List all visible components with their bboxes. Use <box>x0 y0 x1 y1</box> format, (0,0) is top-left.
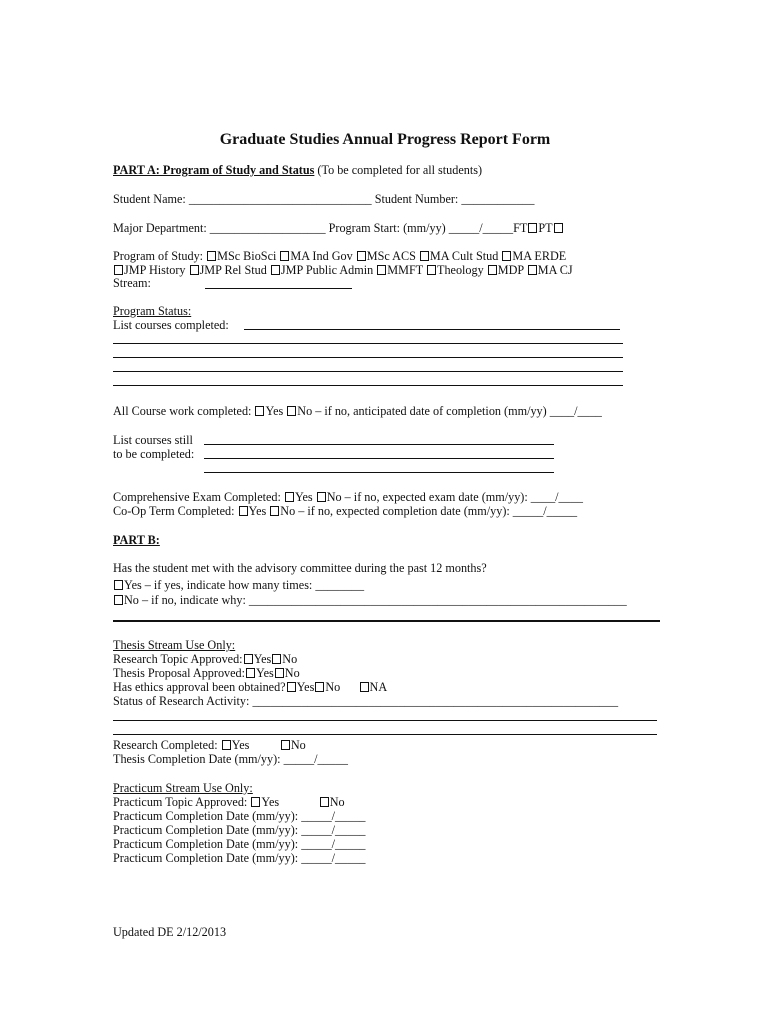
status-activity-line[interactable] <box>113 734 657 735</box>
list-courses-completed-label: List courses completed: <box>113 318 229 332</box>
courses-completed-line[interactable] <box>113 343 623 344</box>
research-no-checkbox[interactable] <box>281 740 290 750</box>
yes-times-label: Yes – if yes, indicate how many times: ________ <box>124 578 365 592</box>
no-anticipated-label: No – if no, anticipated date of completion (mm/yy) ____/____ <box>297 404 602 418</box>
student-name-line <box>113 192 534 206</box>
thesis-proposal-line <box>113 666 300 680</box>
course-work-no-checkbox[interactable] <box>287 406 296 416</box>
practicum-topic-line <box>113 795 345 809</box>
courses-remaining-line[interactable] <box>204 444 554 445</box>
status-activity-field[interactable]: Status of Research Activity: ____________________________________________________________ <box>113 694 619 708</box>
ethics-line <box>113 680 387 694</box>
program-option: Theology <box>437 263 484 277</box>
practicum-completion-date-field[interactable]: Practicum Completion Date (mm/yy): _____/_____ <box>113 837 366 851</box>
program-option: JMP History <box>124 263 186 277</box>
major-department-field[interactable]: Major Department: ___________________ <box>113 221 326 235</box>
courses-completed-line[interactable] <box>113 357 623 358</box>
program-checkbox[interactable] <box>114 265 123 275</box>
footer-updated: Updated DE 2/12/2013 <box>113 925 227 939</box>
program-of-study-label: Program of Study: <box>113 249 204 263</box>
program-option: MMFT <box>387 263 423 277</box>
coop-no-checkbox[interactable] <box>270 506 279 516</box>
list-courses-still-label: List courses still <box>113 433 193 447</box>
part-a-note: (To be completed for all students) <box>317 163 483 177</box>
student-number-field[interactable]: Student Number: ____________ <box>374 192 535 206</box>
ethics-na-checkbox[interactable] <box>360 682 369 692</box>
courses-remaining-line[interactable] <box>204 458 554 459</box>
stream-line <box>113 276 151 290</box>
ethics-no-checkbox[interactable] <box>315 682 324 692</box>
practicum-completion-date-field[interactable]: Practicum Completion Date (mm/yy): _____/_____ <box>113 809 366 823</box>
coop-term-label: Co-Op Term Completed: <box>113 504 235 518</box>
yes-label: Yes <box>253 652 272 666</box>
research-yes-checkbox[interactable] <box>222 740 231 750</box>
pt-checkbox[interactable] <box>554 223 563 233</box>
ethics-label: Has ethics approval been obtained? <box>113 680 286 694</box>
part-b-heading: PART B: <box>113 533 160 547</box>
program-checkbox[interactable] <box>427 265 436 275</box>
program-option: MDP <box>497 263 524 277</box>
courses-completed-line[interactable] <box>113 371 623 372</box>
coop-term-line <box>113 504 577 518</box>
program-checkbox[interactable] <box>357 251 366 261</box>
no-label: No <box>325 680 341 694</box>
advisory-yes-checkbox[interactable] <box>114 580 123 590</box>
program-checkbox[interactable] <box>502 251 511 261</box>
courses-completed-field[interactable] <box>244 329 620 330</box>
program-checkbox[interactable] <box>528 265 537 275</box>
practicum-stream-heading: Practicum Stream Use Only: <box>113 781 253 795</box>
yes-label: Yes <box>296 680 315 694</box>
program-checkbox[interactable] <box>280 251 289 261</box>
no-expected-completion-label: No – if no, expected completion date (mm/yy): _____/_____ <box>280 504 578 518</box>
program-option: MA CJ <box>537 263 573 277</box>
part-a-header <box>113 163 482 177</box>
section-divider <box>113 620 660 622</box>
program-of-study-row-2 <box>113 263 573 277</box>
program-option: MSc ACS <box>366 249 416 263</box>
courses-remaining-line[interactable] <box>204 472 554 473</box>
ft-checkbox[interactable] <box>528 223 537 233</box>
coop-yes-checkbox[interactable] <box>239 506 248 516</box>
no-expected-exam-label: No – if no, expected exam date (mm/yy): ____/____ <box>326 490 583 504</box>
thesis-completion-date-field[interactable]: Thesis Completion Date (mm/yy): _____/_____ <box>113 752 348 766</box>
thesis-stream-heading: Thesis Stream Use Only: <box>113 638 236 652</box>
yes-label: Yes <box>231 738 250 752</box>
course-work-line <box>113 404 602 418</box>
no-label: No <box>282 652 298 666</box>
advisory-no-line <box>113 593 627 607</box>
practicum-completion-date-field[interactable]: Practicum Completion Date (mm/yy): _____/_____ <box>113 851 366 865</box>
program-option: MSc BioSci <box>217 249 277 263</box>
comprehensive-exam-label: Comprehensive Exam Completed: <box>113 490 281 504</box>
advisory-question: Has the student met with the advisory committee during the past 12 months? <box>113 561 487 575</box>
practicum-no-checkbox[interactable] <box>320 797 329 807</box>
exam-yes-checkbox[interactable] <box>285 492 294 502</box>
part-a-heading: PART A: Program of Study and Status <box>113 163 315 177</box>
program-option: JMP Rel Stud <box>199 263 267 277</box>
program-start-field[interactable]: Program Start: (mm/yy) _____/_____FT <box>328 221 528 235</box>
major-department-line <box>113 221 564 235</box>
student-name-field[interactable]: Student Name: ______________________________ <box>113 192 372 206</box>
course-work-yes-checkbox[interactable] <box>255 406 264 416</box>
program-checkbox[interactable] <box>207 251 216 261</box>
yes-label: Yes <box>265 404 284 418</box>
program-option: MA Ind Gov <box>290 249 353 263</box>
stream-label: Stream: <box>113 276 151 290</box>
pt-label: PT <box>538 221 553 235</box>
no-label: No <box>329 795 345 809</box>
program-checkbox[interactable] <box>377 265 386 275</box>
research-topic-line <box>113 652 297 666</box>
practicum-completion-date-field[interactable]: Practicum Completion Date (mm/yy): _____/_____ <box>113 823 366 837</box>
program-checkbox[interactable] <box>420 251 429 261</box>
thesis-proposal-label: Thesis Proposal Approved: <box>113 666 246 680</box>
program-of-study-row-1 <box>113 249 566 263</box>
program-option: JMP Public Admin <box>280 263 374 277</box>
proposal-no-checkbox[interactable] <box>275 668 284 678</box>
topic-yes-checkbox[interactable] <box>244 654 253 664</box>
form-title: Graduate Studies Annual Progress Report Form <box>219 131 551 148</box>
research-completed-label: Research Completed: <box>113 738 218 752</box>
na-label: NA <box>369 680 388 694</box>
program-checkbox[interactable] <box>488 265 497 275</box>
no-label: No <box>284 666 300 680</box>
yes-label: Yes <box>294 490 313 504</box>
yes-label: Yes <box>256 666 274 680</box>
practicum-yes-checkbox[interactable] <box>251 797 260 807</box>
program-checkbox[interactable] <box>271 265 280 275</box>
topic-no-checkbox[interactable] <box>272 654 281 664</box>
stream-field[interactable] <box>205 288 352 289</box>
exam-no-checkbox[interactable] <box>317 492 326 502</box>
research-completed-line <box>113 738 306 752</box>
advisory-yes-line <box>113 578 364 592</box>
program-option: MA Cult Stud <box>429 249 499 263</box>
program-option: MA ERDE <box>512 249 567 263</box>
yes-label: Yes <box>248 504 267 518</box>
no-label: No <box>290 738 306 752</box>
proposal-yes-checkbox[interactable] <box>246 668 255 678</box>
practicum-topic-label: Practicum Topic Approved: <box>113 795 248 809</box>
advisory-no-checkbox[interactable] <box>114 595 123 605</box>
to-be-completed-label: to be completed: <box>113 447 195 461</box>
comprehensive-exam-line <box>113 490 583 504</box>
status-activity-line[interactable] <box>113 720 657 721</box>
ethics-yes-checkbox[interactable] <box>287 682 296 692</box>
program-checkbox[interactable] <box>190 265 199 275</box>
program-status-label: Program Status: <box>113 304 192 318</box>
all-course-work-label: All Course work completed: <box>113 404 252 418</box>
research-topic-label: Research Topic Approved: <box>113 652 243 666</box>
yes-label: Yes <box>261 795 280 809</box>
no-why-label: No – if no, indicate why: ______________________________________________________________ <box>124 593 627 607</box>
courses-completed-line[interactable] <box>113 385 623 386</box>
